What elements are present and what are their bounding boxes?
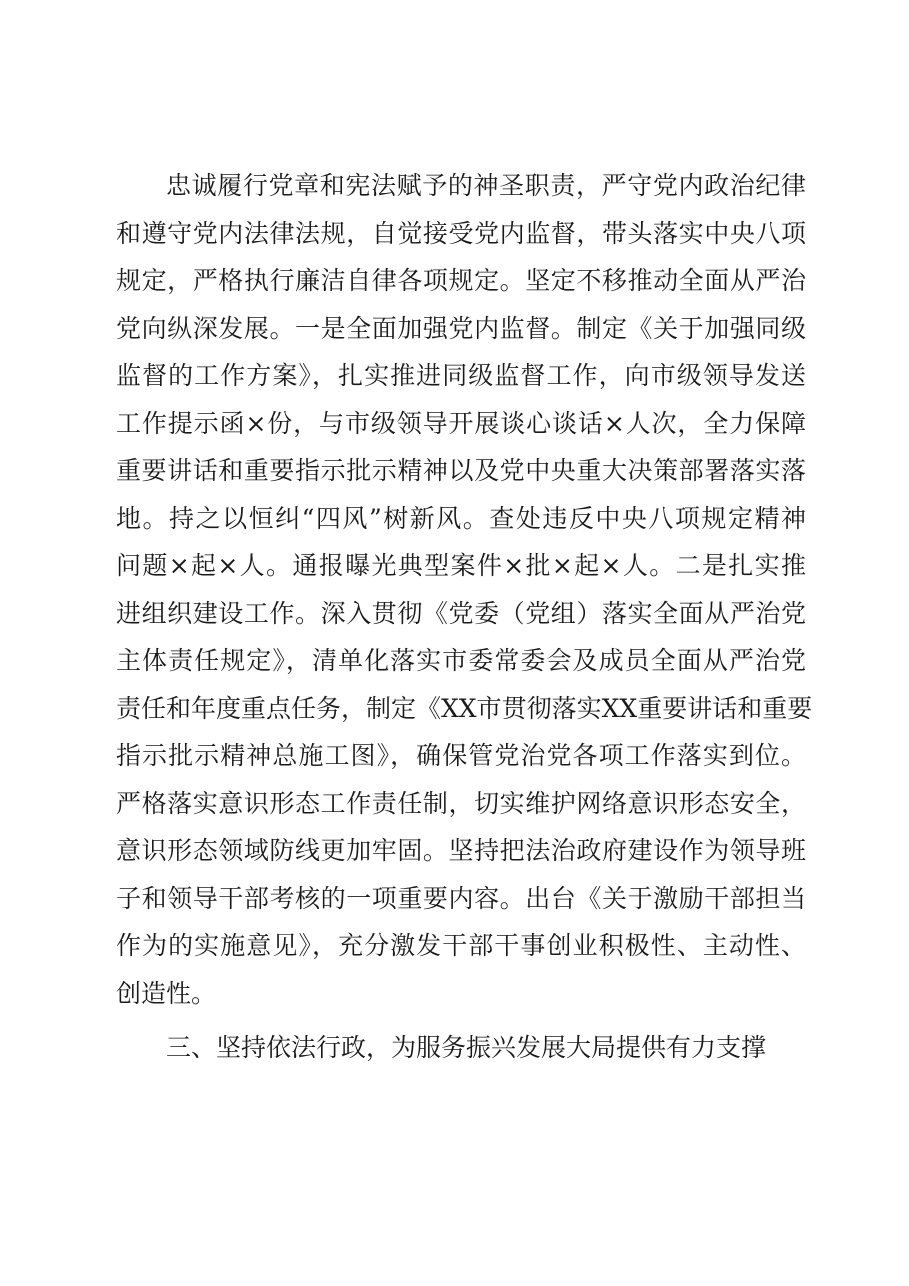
paragraph-line-6: 工作提示函×份，与市级领导开展谈心谈话×人次，全力保障 bbox=[116, 408, 806, 438]
paragraph-line-12: 责任和年度重点任务，制定《XX市贯彻落实XX重要讲话和重要 bbox=[116, 693, 813, 723]
paragraph-line-5: 监督的工作方案》，扎实推进同级监督工作，向市级领导发送 bbox=[116, 361, 806, 390]
paragraph-line-3: 规定，严格执行廉洁自律各项规定。坚定不移推动全面从严治 bbox=[116, 266, 806, 295]
paragraph-line-10: 进组织建设工作。深入贯彻《党委（党组）落实全面从严治党 bbox=[116, 598, 806, 628]
paragraph-line-4: 党向纵深发展。一是全面加强党内监督。制定《关于加强同级 bbox=[116, 313, 806, 343]
paragraph-line-17: 作为的实施意见》，充分激发干部干事创业积极性、主动性、 bbox=[116, 931, 806, 960]
paragraph-line-14: 严格落实意识形态工作责任制，切实维护网络意识形态安全， bbox=[116, 788, 806, 818]
paragraph-line-13: 指示批示精神总施工图》，确保管党治党各项工作落实到位。 bbox=[116, 741, 806, 770]
paragraph-line-18: 创造性。 bbox=[116, 978, 217, 1008]
paragraph-line-7: 重要讲话和重要指示批示精神以及党中央重大决策部署落实落 bbox=[116, 456, 806, 485]
paragraph-line-2: 和遵守党内法律法规，自觉接受党内监督，带头落实中央八项 bbox=[116, 218, 806, 248]
body-paragraph bbox=[116, 162, 813, 1017]
paragraph-line-9: 问题×起×人。通报曝光典型案件×批×起×人。二是扎实推 bbox=[116, 551, 806, 580]
paragraph-line-16: 子和领导干部考核的一项重要内容。出台《关于激励干部担当 bbox=[116, 883, 806, 913]
paragraph-line-8: 地。持之以恒纠“四风”树新风。查处违反中央八项规定精神 bbox=[116, 503, 806, 533]
paragraph-line-11: 主体责任规定》，清单化落实市委常委会及成员全面从严治党 bbox=[116, 646, 806, 675]
paragraph-line-1: 忠诚履行党章和宪法赋予的神圣职责，严守党内政治纪律 bbox=[166, 171, 806, 200]
section-heading: 三、坚持依法行政，为服务振兴发展大局提供有力支撑 bbox=[166, 1033, 767, 1062]
paragraph-line-15: 意识形态领域防线更加牢固。坚持把法治政府建设作为领导班 bbox=[116, 836, 806, 865]
